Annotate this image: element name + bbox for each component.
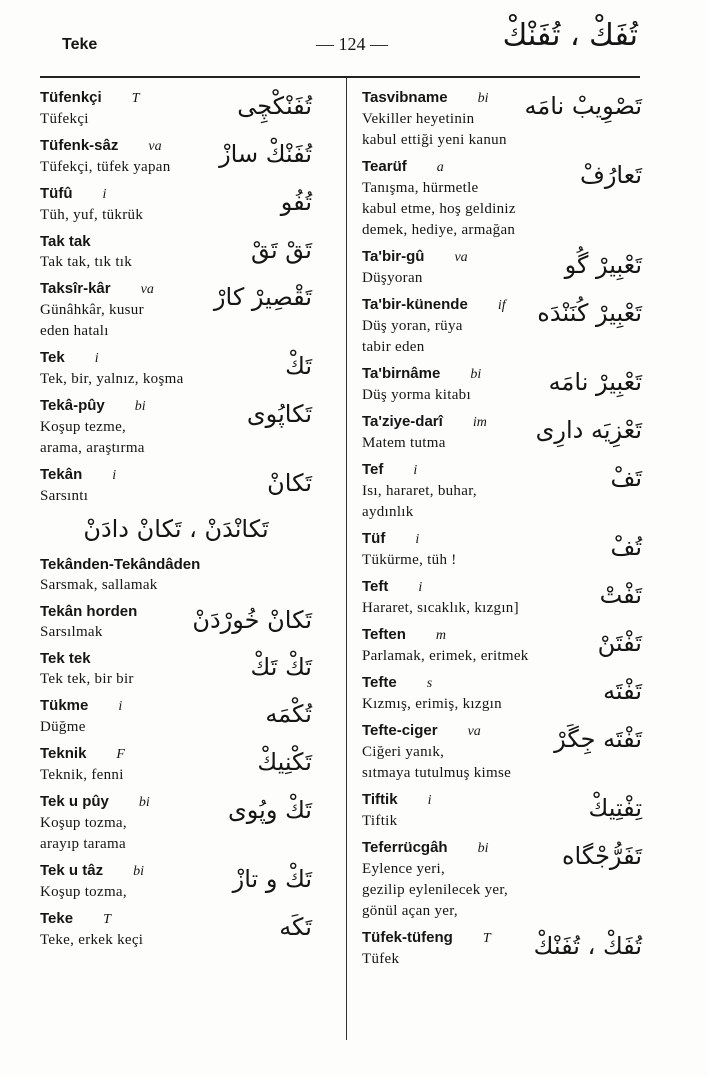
entry-headword: Tef — [362, 461, 384, 478]
entry-definition-line: Eylence yeri, — [362, 861, 446, 877]
entry-headword: Tek u pûy — [40, 793, 109, 810]
entry-definition-line: Sarsıntı — [40, 488, 89, 504]
entry-headword-line — [40, 184, 312, 205]
entry-definition-line: gezilip eylenilecek yer, — [362, 882, 509, 898]
dictionary-entry — [40, 909, 312, 951]
entry-definition-line: kabul etme, hoş geldiniz — [362, 201, 516, 217]
entry-arabic-script: تَكْنِيكْ — [257, 748, 312, 776]
dictionary-entry — [362, 838, 642, 922]
entry-headword: Tekân — [40, 466, 83, 483]
entry-arabic-script: تَكْ وپُوی — [228, 796, 312, 824]
entry-definition-line: aydınlık — [362, 504, 414, 520]
running-head-arabic: تُفَكْ ، تُفَنْكْ — [502, 18, 638, 53]
entry-part-of-speech: m — [435, 628, 447, 643]
entry-arabic-script: تِفْتِيكْ — [588, 794, 642, 822]
entry-part-of-speech: i — [112, 468, 117, 483]
entry-headword: Tiftik — [362, 791, 398, 808]
dictionary-entry — [40, 602, 312, 643]
entry-part-of-speech: bi — [138, 795, 150, 810]
header-rule — [40, 76, 640, 78]
entry-headword: Ta'birnâme — [362, 365, 441, 382]
dictionary-entry — [40, 555, 312, 596]
entry-headword-line — [40, 555, 312, 575]
dictionary-entry — [40, 184, 312, 226]
entry-definition-line: arayıp tarama — [40, 836, 126, 852]
entry-part-of-speech: bi — [470, 367, 482, 382]
entry-part-of-speech: T — [482, 931, 491, 946]
right-entries — [362, 88, 642, 970]
entry-headword: Tearüf — [362, 158, 407, 175]
entry-headword: Teften — [362, 626, 406, 643]
entry-part-of-speech: i — [427, 793, 432, 808]
entry-arabic-script: تُفْ — [610, 533, 642, 561]
entry-part-of-speech: a — [436, 160, 444, 175]
entry-definition-line: Koşup tozma, — [40, 884, 127, 900]
dictionary-entry — [362, 364, 642, 406]
entry-headword-line — [362, 460, 642, 481]
dictionary-entry — [362, 460, 642, 523]
entry-definition-line: Düğme — [40, 719, 86, 735]
entry-definition-line: Tak tak, tık tık — [40, 254, 133, 270]
entry-arabic-script: تَكانْ خُورْدَنْ — [192, 606, 312, 634]
dictionary-entry — [362, 247, 642, 289]
entry-headword-line — [40, 909, 312, 930]
entry-definition-line: Tüh, yuf, tükrük — [40, 207, 144, 223]
entry-arabic-script: تَعْبِيرْ كُنَنْدَه — [537, 299, 642, 327]
entry-headword: Tüfû — [40, 185, 73, 202]
dictionary-entry — [40, 279, 312, 342]
dictionary-entry — [40, 744, 312, 786]
entry-definition-line: Ciğeri yanık, — [362, 744, 445, 760]
entry-arabic-script: تَفْتَه — [603, 677, 642, 705]
entry-definition-line: Tükürme, tüh ! — [362, 552, 457, 568]
dictionary-entry — [362, 928, 642, 970]
entry-arabic-script: تَفَرُّجْگاه — [561, 842, 642, 870]
entry-part-of-speech: T — [103, 912, 111, 927]
dictionary-entry — [40, 88, 312, 130]
entry-headword: Tüfek-tüfeng — [362, 929, 453, 946]
entry-definition-line: Tanışma, hürmetle — [362, 180, 479, 196]
entry-definition-line: Düş yorma kitabı — [362, 387, 471, 403]
entry-definition-line: Günâhkâr, kusur — [40, 302, 144, 318]
entry-arabic-script: تَعْبِيرْ نامَه — [548, 368, 642, 396]
entry-definition-line: Tüfekçi, tüfek yapan — [40, 159, 171, 175]
entry-definition-line: Düş yoran, rüya — [362, 318, 463, 334]
left-entries — [40, 88, 312, 507]
entry-definition-line: Matem tutma — [362, 435, 446, 451]
entry-arabic-script: تَكْ تَكْ — [250, 653, 312, 681]
entry-arabic-script: تَفْتْ — [599, 581, 642, 609]
entry-headword-line — [362, 529, 642, 550]
entry-headword: Tüfenkçi — [40, 89, 102, 106]
entry-part-of-speech: bi — [133, 864, 144, 879]
entry-headword: Tefte — [362, 674, 397, 691]
entry-arabic-script: تَقْ تَقْ — [250, 236, 312, 264]
dictionary-entry — [362, 295, 642, 358]
entry-definition-line: Hararet, sıcaklık, kızgın] — [362, 600, 519, 616]
entry-arabic-script: تُفَكْ ، تُفَنْكْ — [533, 932, 642, 960]
entry-definition-line: Teke, erkek keçi — [40, 932, 144, 948]
entry-part-of-speech: va — [454, 250, 468, 265]
entry-arabic-script: تَكَه — [279, 913, 312, 941]
entry-arabic-script: تَكْ — [285, 352, 312, 380]
entry-headword: Tükme — [40, 697, 89, 714]
entry-headword: Tüf — [362, 530, 386, 547]
entry-part-of-speech: va — [140, 282, 154, 297]
entry-part-of-speech: i — [418, 580, 423, 595]
right-column — [362, 88, 642, 976]
entry-definition-line: Tüfekçi — [40, 111, 89, 127]
entry-definition-line: Sarsılmak — [40, 624, 103, 640]
entry-headword: Tak tak — [40, 233, 91, 250]
entry-headword: Tefte-ciger — [362, 722, 438, 739]
entry-definition-line: Kızmış, erimiş, kızgın — [362, 696, 502, 712]
entry-part-of-speech: bi — [477, 841, 489, 856]
entry-definition-line: Tiftik — [362, 813, 398, 829]
entry-headword: Tekâ-pûy — [40, 397, 105, 414]
entry-definition-line: eden hatalı — [40, 323, 109, 339]
centered-arabic-line: تَكانْدَنْ ، تَكانْ دادَنْ — [83, 515, 269, 543]
entry-definition-line: Parlamak, erimek, eritmek — [362, 648, 529, 664]
entry-headword: Tasvibname — [362, 89, 448, 106]
entry-part-of-speech: i — [102, 187, 107, 202]
running-head-word: Teke — [62, 36, 98, 53]
dictionary-entry — [362, 88, 642, 151]
dictionary-entry — [362, 157, 642, 241]
entry-definition-line: Vekiller heyetinin — [362, 111, 475, 127]
entry-headword: Teferrücgâh — [362, 839, 448, 856]
entry-arabic-script: تُفَنْكْ سازْ — [219, 140, 312, 168]
entry-arabic-script: تَعْبِيرْ گُو — [564, 251, 642, 279]
entry-headword: Tekân horden — [40, 603, 138, 620]
dictionary-entry — [40, 861, 312, 903]
entry-headword-line — [362, 673, 642, 694]
entry-headword: Tekânden-Tekândâden — [40, 556, 201, 573]
entry-part-of-speech: i — [413, 463, 418, 478]
dictionary-entry — [362, 790, 642, 832]
entry-part-of-speech: s — [426, 676, 433, 691]
entry-arabic-script: تَصْوِيبْ نامَه — [524, 92, 642, 120]
dictionary-entry — [362, 412, 642, 454]
entry-arabic-script: تَعْزِيَه دارِی — [535, 416, 642, 444]
entry-headword: Tek — [40, 349, 65, 366]
entry-headword: Teknik — [40, 745, 87, 762]
entry-arabic-script: تَقْصِيرْ كارْ — [213, 283, 312, 311]
entry-arabic-script: تَكْ و تازْ — [232, 865, 312, 893]
dictionary-entry — [40, 649, 312, 690]
entry-part-of-speech: va — [148, 139, 162, 154]
dictionary-entry — [40, 396, 312, 459]
entry-arabic-script: تَعارُفْ — [579, 161, 642, 189]
entry-definition-line: kabul ettiği yeni kanun — [362, 132, 507, 148]
left-column — [40, 88, 312, 957]
entry-headword: Tek u tâz — [40, 862, 104, 879]
entry-definition-line: Isı, hararet, buhar, — [362, 483, 477, 499]
entry-part-of-speech: F — [116, 747, 125, 762]
entry-definition-line: Teknik, fenni — [40, 767, 124, 783]
entry-headword: Teke — [40, 910, 74, 927]
dictionary-entry — [40, 465, 312, 507]
entry-part-of-speech: i — [118, 699, 123, 714]
entry-headword: Ta'bir-künende — [362, 296, 468, 313]
entry-headword-line — [40, 348, 312, 369]
dictionary-entry — [362, 577, 642, 619]
entry-headword: Tek tek — [40, 650, 91, 667]
entry-part-of-speech: if — [497, 298, 506, 313]
entry-part-of-speech: i — [415, 532, 420, 547]
entry-arabic-script: تُفُو — [280, 188, 312, 216]
dictionary-entry — [40, 136, 312, 178]
entry-definition-line: arama, araştırma — [40, 440, 145, 456]
entry-part-of-speech: va — [467, 724, 481, 739]
entry-arabic-script: تَفْ — [610, 464, 642, 492]
dictionary-entry — [40, 232, 312, 273]
entry-definition-line: tabir eden — [362, 339, 425, 355]
entry-headword: Tüfenk-sâz — [40, 137, 119, 154]
entry-arabic-script: تَفْتَنْ — [597, 629, 642, 657]
entry-definition-line: Koşup tezme, — [40, 419, 127, 435]
entry-definition-line: Koşup tozma, — [40, 815, 127, 831]
left-entries-continued — [40, 555, 312, 951]
entry-definition-line: sıtmaya tutulmuş kimse — [362, 765, 512, 781]
entry-arabic-script: تُفَنْكْچِی — [237, 92, 312, 120]
dictionary-entry — [40, 696, 312, 738]
entry-headword: Taksîr-kâr — [40, 280, 111, 297]
entry-definition-line: Sarsmak, sallamak — [40, 577, 158, 593]
entry-arabic-script: تُكْمَه — [265, 700, 312, 728]
entry-part-of-speech: T — [131, 91, 140, 106]
dictionary-entry — [362, 673, 642, 715]
dictionary-entry — [362, 721, 642, 784]
entry-definition-line: Tek tek, bir bir — [40, 671, 134, 687]
page-header — [0, 0, 708, 80]
dictionary-entry — [40, 348, 312, 390]
entry-definition-line: gönül açan yer, — [362, 903, 458, 919]
page-number: — 124 — — [316, 34, 388, 54]
dictionary-entry — [362, 529, 642, 571]
entry-part-of-speech: i — [94, 351, 99, 366]
entry-definition-line: demek, hediye, armağan — [362, 222, 516, 238]
entry-arabic-script: تَفْتَه جِگَرْ — [554, 725, 642, 753]
entry-arabic-script: تَكاپُوی — [246, 400, 312, 428]
entry-part-of-speech: bi — [134, 399, 146, 414]
entry-definition-line: Düşyoran — [362, 270, 423, 286]
dictionary-entry — [40, 792, 312, 855]
entry-headword: Teft — [362, 578, 389, 595]
entry-headword: Ta'ziye-darî — [362, 413, 443, 430]
dictionary-entry — [362, 625, 642, 667]
entry-part-of-speech: im — [472, 415, 487, 430]
entry-arabic-script: تَكانْ — [267, 469, 312, 497]
entry-definition-line: Tek, bir, yalnız, koşma — [40, 371, 184, 387]
entry-headword: Ta'bir-gû — [362, 248, 425, 265]
column-divider — [346, 78, 347, 1040]
entry-part-of-speech: bi — [477, 91, 489, 106]
entry-definition-line: Tüfek — [362, 951, 400, 967]
